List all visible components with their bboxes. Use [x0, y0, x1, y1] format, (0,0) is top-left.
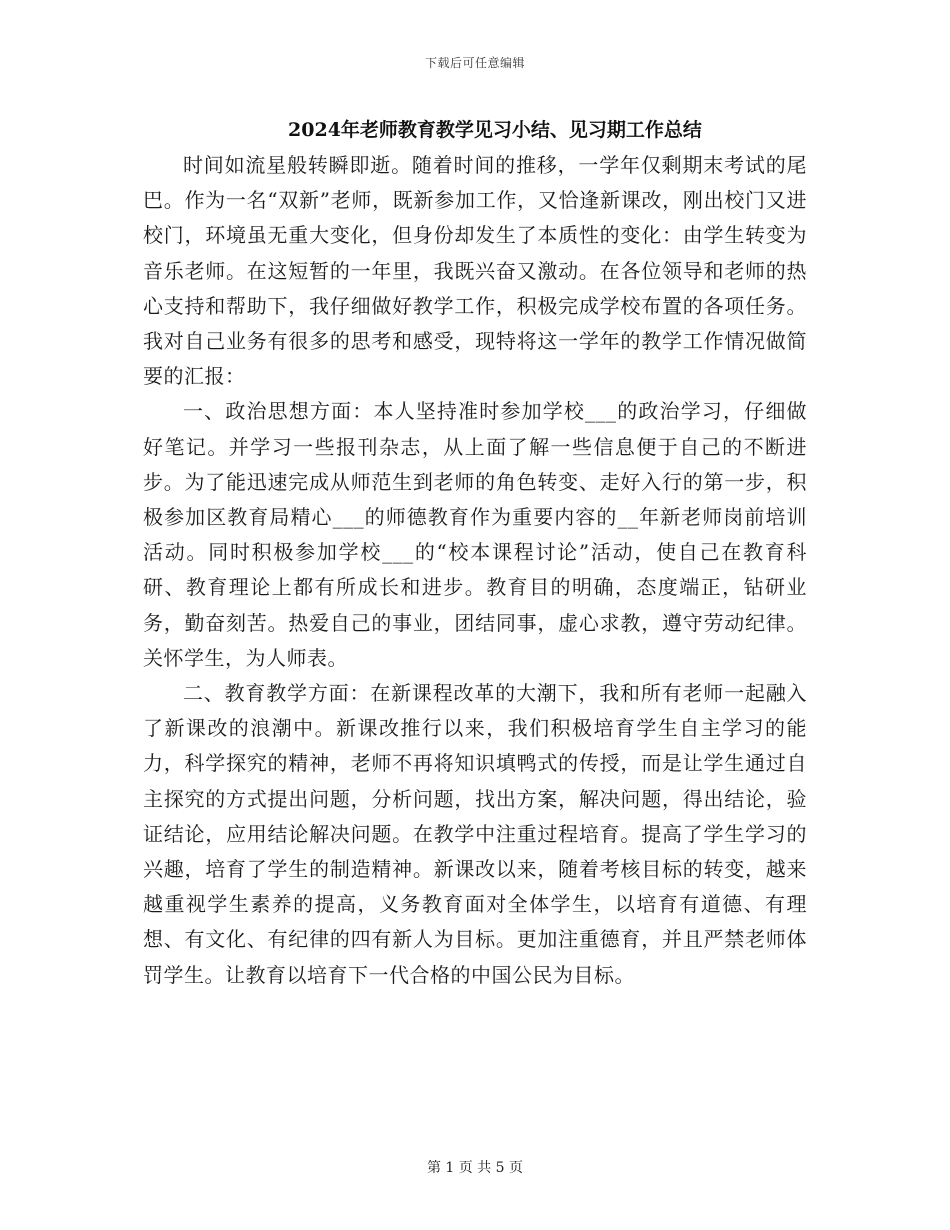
paragraph-intro: 时间如流星般转瞬即逝。随着时间的推移，一学年仅剩期末考试的尾巴。作为一名“双新”老师，既新参加工作，又恰逢新课改，刚出校门又进校门，环境虽无重大变化，但身份却发生了本质性的变化：由学生转变为音乐老师。在这短暂的一年里，我既兴奋又激动。在各位领导和老师的热心支持和帮助下，我仔细做好教学工作，积极完成学校布置的各项任务。我对自己业务有很多的思考和感受，现特将这一学年的教学工作情况做简要的汇报：	[143, 153, 807, 389]
page-number: 第 1 页 共 5 页	[426, 1160, 524, 1176]
document-body	[143, 148, 807, 993]
paragraph-political-thought: 一、政治思想方面：本人坚持准时参加学校___的政治学习，仔细做好笔记。并学习一些报刊杂志，从上面了解一些信息便于自己的不断进步。为了能迅速完成从师范生到老师的角色转变、走好入行的第一步，积极参加区教育局精心___的师德教育作为重要内容的__年新老师岗前培训活动。同时积极参加学校___的“校本课程讨论”活动，使自己在教育科研、教育理论上都有所成长和进步。教育目的明确，态度端正，钻研业务，勤奋刻苦。热爱自己的事业，团结同事，虚心求教，遵守劳动纪律。关怀学生，为人师表。	[143, 399, 807, 670]
header-note: 下载后可任意编辑	[424, 56, 525, 70]
document-title: 2024年老师教育教学见习小结、见习期工作总结	[288, 119, 702, 141]
paragraph-teaching: 二、教育教学方面：在新课程改革的大潮下，我和所有老师一起融入了新课改的浪潮中。新课改推行以来，我们积极培育学生自主学习的能力，科学探究的精神，老师不再将知识填鸭式的传授，而是让学生通过自主探究的方式提出问题，分析问题，找出方案，解决问题，得出结论，验证结论，应用结论解决问题。在教学中注重过程培育。提高了学生学习的兴趣，培育了学生的制造精神。新课改以来，随着考核目标的转变，越来越重视学生素养的提高，义务教育面对全体学生，以培育有道德、有理想、有文化、有纪律的四有新人为目标。更加注重德育，并且严禁老师体罚学生。让教育以培育下一代合格的中国公民为目标。	[143, 681, 807, 987]
